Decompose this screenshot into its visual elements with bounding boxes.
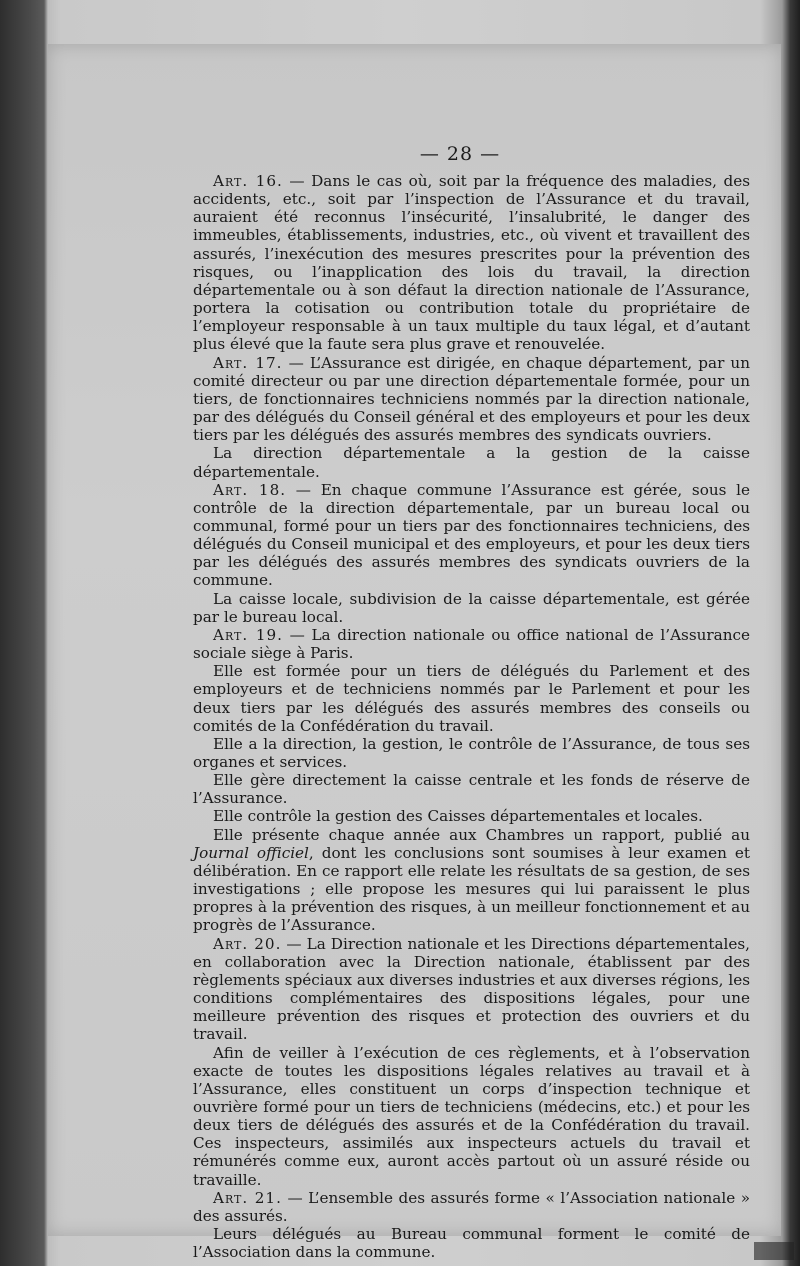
- paragraph: Elle contrôle la gestion des Caisses départementales et locales.: [213, 807, 703, 826]
- article-label: Art. 19.: [213, 625, 284, 644]
- paragraph-art-20: Art. 20. — La Direction nationale et les Directions départementales, en collaboration avec la Direction nationale, établissent par des règlements spéciaux aux diverses industries et aux diverses régions, les conditions complémentaires des dispositions légales, pour une meilleure prévention des risques et protection des ouvriers et du travail.: [193, 934, 751, 1044]
- paragraph: La direction départementale a la gestion de la caisse départementale.: [193, 444, 750, 481]
- page-number-text: — 28 —: [419, 143, 501, 165]
- scan-corner-mark: [754, 1242, 794, 1260]
- paragraph-art-16: Art. 16. — Dans le cas où, soit par la fréquence des maladies, des accidents, etc., soit par l’inspection de l’Assurance et du travail, auraient été reconnus l’insécurité, l’insalubrité, le danger des immeubles, établissements, industries, etc., où vivent et travaillent des assurés, l’inexécution des mesures prescrites pour la prévention des risques, ou l’inapplication des lois du travail, la direction départementale ou à son défaut la direction nationale de l’Assurance, portera la cotisation ou contribution totale du propriétaire de l’employeur responsable à un taux multiple du taux légal, et d’autant plus élevé que la faute sera plus grave et renouvelée.: [193, 172, 750, 354]
- journal-title: Journal officiel: [193, 843, 309, 862]
- paragraph: Elle présente chaque année aux Chambres un rapport, publié au Journal officiel, dont les conclusions sont soumises à leur examen et délibération. En ce rapport elle relate les résultats de sa gestion, de ses investigations ; elle propose les mesures qui lui paraissent le plus propres à la prévention des risques, à un meilleur fonctionnement et au progrès de l’Assurance.: [193, 825, 751, 935]
- paragraph-art-19: Art. 19. — La direction nationale ou office national de l’Assurance sociale siège à Paris.: [193, 625, 750, 663]
- article-label: Art. 17.: [213, 353, 283, 372]
- page-number: [0, 143, 800, 165]
- paragraph: Leurs délégués au Bureau communal forment le comité de l’Association dans la commune.: [193, 1225, 750, 1262]
- article-label: Art. 16.: [213, 172, 283, 190]
- paragraph: Elle a la direction, la gestion, le contrôle de l’Assurance, de tous ses organes et services.: [193, 734, 750, 771]
- article-label: Art. 21.: [213, 1188, 282, 1207]
- paragraph-art-18: Art. 18. — En chaque commune l’Assurance est gérée, sous le contrôle de la direction départementale, par un bureau local ou communal, formé pour un tiers par des fonctionnaires techniciens, des délégués du Conseil municipal et des employeurs, et pour les deux tiers par les délégués des assurés membres des syndicats ouvriers de la commune.: [193, 480, 750, 590]
- article-label: Art. 20.: [213, 934, 282, 953]
- paragraph-art-21: Art. 21. — L’ensemble des assurés forme « l’Association nationale » des assurés.: [193, 1188, 751, 1225]
- paragraph: Elle gère directement la caisse centrale et les fonds de réserve de l’Assurance.: [193, 771, 750, 808]
- paragraph: La caisse locale, subdivision de la caisse départementale, est gérée par le bureau local.: [193, 589, 750, 626]
- paragraph-art-17: Art. 17. — L’Assurance est dirigée, en chaque département, par un comité directeur ou par une direction départementale formée, pour un tiers, de fonctionnaires techniciens nommés par la direction nationale, par des délégués du Conseil général et des employeurs et pour les deux tiers par les délégués des assurés membres des syndicats ouvriers.: [193, 353, 750, 445]
- article-label: Art. 18.: [213, 480, 287, 499]
- article-text: [193, 172, 750, 1261]
- paragraph: Afin de veiller à l’exécution de ces règlements, et à l’observation exacte de toutes les dispositions légales relatives au travail et à l’Assurance, elles constituent un corps d’inspection technique et ouvrière formé pour un tiers de techniciens (médecins, etc.) et pour les deux tiers de délégués des assurés et de la Confédération du travail. Ces inspecteurs, assimilés aux inspecteurs actuels du travail et rémunérés comme eux, auront accès partout où un assuré réside ou travaille.: [193, 1043, 750, 1189]
- paragraph: Elle est formée pour un tiers de délégués du Parlement et des employeurs et de techniciens nommés par le Parlement et pour les deux tiers par les délégués des assurés membres des conseils ou comités de la Confédération du travail.: [193, 662, 750, 735]
